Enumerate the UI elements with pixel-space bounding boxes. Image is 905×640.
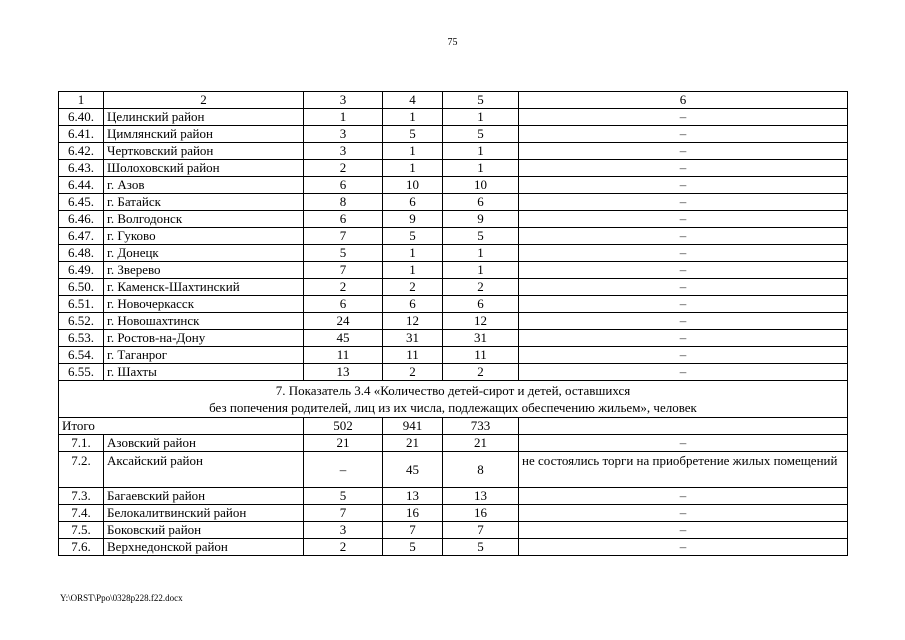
note-col6: – xyxy=(519,505,848,522)
table-row xyxy=(59,211,848,228)
value-col5: 12 xyxy=(443,313,519,330)
value-col5: 10 xyxy=(443,177,519,194)
value-col3: 45 xyxy=(304,330,383,347)
value-col5: 6 xyxy=(443,296,519,313)
value-col3: 3 xyxy=(304,143,383,160)
note-col6: – xyxy=(519,313,848,330)
table-row xyxy=(59,126,848,143)
value-col4: 5 xyxy=(383,228,443,245)
header-cell: 6 xyxy=(519,92,848,109)
header-row xyxy=(59,92,848,109)
value-col5: 1 xyxy=(443,143,519,160)
row-number: 6.53. xyxy=(59,330,104,347)
row-name: Аксайский район xyxy=(104,452,304,488)
row-number: 6.55. xyxy=(59,364,104,381)
value-col3: 6 xyxy=(304,211,383,228)
table-row xyxy=(59,452,848,488)
note-col6: – xyxy=(519,177,848,194)
table-row xyxy=(59,109,848,126)
value-col5: 7 xyxy=(443,522,519,539)
value-col4: 31 xyxy=(383,330,443,347)
value-col3: 7 xyxy=(304,505,383,522)
value-col3: 24 xyxy=(304,313,383,330)
value-col4: 1 xyxy=(383,245,443,262)
row-name: Верхнедонской район xyxy=(104,539,304,556)
value-col3: 21 xyxy=(304,435,383,452)
table-row xyxy=(59,488,848,505)
table-row xyxy=(59,505,848,522)
row-name: Чертковский район xyxy=(104,143,304,160)
header-cell: 2 xyxy=(104,92,304,109)
value-col4: 2 xyxy=(383,279,443,296)
row-number: 6.42. xyxy=(59,143,104,160)
note-col6: – xyxy=(519,211,848,228)
value-col4: 21 xyxy=(383,435,443,452)
value-col5: 6 xyxy=(443,194,519,211)
value-col4: 45 xyxy=(383,452,443,488)
value-col4: 6 xyxy=(383,296,443,313)
value-col5: 1 xyxy=(443,109,519,126)
row-name: г. Гуково xyxy=(104,228,304,245)
row-name: г. Новочеркасск xyxy=(104,296,304,313)
table-row xyxy=(59,296,848,313)
total-col5: 733 xyxy=(443,418,519,435)
value-col3: 8 xyxy=(304,194,383,211)
row-number: 6.44. xyxy=(59,177,104,194)
table-row xyxy=(59,194,848,211)
value-col4: 1 xyxy=(383,262,443,279)
row-name: г. Зверево xyxy=(104,262,304,279)
table-body xyxy=(59,92,848,556)
value-col3: – xyxy=(304,452,383,488)
row-name: Шолоховский район xyxy=(104,160,304,177)
header-cell: 4 xyxy=(383,92,443,109)
note-col6: – xyxy=(519,262,848,279)
value-col5: 31 xyxy=(443,330,519,347)
table-row xyxy=(59,539,848,556)
note-col6: – xyxy=(519,126,848,143)
table-row xyxy=(59,347,848,364)
value-col5: 2 xyxy=(443,279,519,296)
row-name: г. Азов xyxy=(104,177,304,194)
value-col3: 2 xyxy=(304,539,383,556)
value-col3: 2 xyxy=(304,279,383,296)
value-col3: 5 xyxy=(304,488,383,505)
value-col5: 5 xyxy=(443,126,519,143)
value-col3: 6 xyxy=(304,296,383,313)
row-name: г. Батайск xyxy=(104,194,304,211)
value-col4: 7 xyxy=(383,522,443,539)
value-col3: 3 xyxy=(304,522,383,539)
total-col3: 502 xyxy=(304,418,383,435)
note-col6: – xyxy=(519,522,848,539)
value-col4: 10 xyxy=(383,177,443,194)
value-col3: 1 xyxy=(304,109,383,126)
value-col4: 16 xyxy=(383,505,443,522)
value-col5: 11 xyxy=(443,347,519,364)
value-col5: 8 xyxy=(443,452,519,488)
value-col3: 7 xyxy=(304,262,383,279)
value-col3: 3 xyxy=(304,126,383,143)
value-col3: 11 xyxy=(304,347,383,364)
header-cell: 3 xyxy=(304,92,383,109)
value-col5: 1 xyxy=(443,245,519,262)
header-cell: 5 xyxy=(443,92,519,109)
value-col5: 1 xyxy=(443,262,519,279)
row-name: Багаевский район xyxy=(104,488,304,505)
row-number: 6.49. xyxy=(59,262,104,279)
row-number: 7.6. xyxy=(59,539,104,556)
value-col5: 13 xyxy=(443,488,519,505)
section-heading xyxy=(59,381,848,418)
row-number: 7.1. xyxy=(59,435,104,452)
row-number: 7.2. xyxy=(59,452,104,488)
page-number: 75 xyxy=(447,37,458,48)
note-col6: – xyxy=(519,364,848,381)
row-number: 7.4. xyxy=(59,505,104,522)
value-col3: 5 xyxy=(304,245,383,262)
value-col3: 7 xyxy=(304,228,383,245)
table-row xyxy=(59,364,848,381)
value-col5: 5 xyxy=(443,539,519,556)
value-col4: 5 xyxy=(383,539,443,556)
value-col4: 12 xyxy=(383,313,443,330)
value-col3: 13 xyxy=(304,364,383,381)
row-name: г. Каменск-Шахтинский xyxy=(104,279,304,296)
table-row xyxy=(59,313,848,330)
row-number: 6.52. xyxy=(59,313,104,330)
row-number: 6.48. xyxy=(59,245,104,262)
data-table xyxy=(58,91,848,556)
row-name: Целинский район xyxy=(104,109,304,126)
table-row xyxy=(59,228,848,245)
row-number: 6.46. xyxy=(59,211,104,228)
row-number: 7.3. xyxy=(59,488,104,505)
value-col3: 6 xyxy=(304,177,383,194)
section-heading-row xyxy=(59,381,848,418)
row-name: Цимлянский район xyxy=(104,126,304,143)
file-path-footer: Y:\ORST\Ppo\0328p228.f22.docx xyxy=(60,593,183,603)
section-heading-line1: 7. Показатель 3.4 «Количество детей-сирот и детей, оставшихся xyxy=(275,383,631,398)
row-number: 7.5. xyxy=(59,522,104,539)
value-col4: 11 xyxy=(383,347,443,364)
section-heading-line2: без попечения родителей, лиц из их числа, подлежащих обеспечению жильем», человек xyxy=(209,400,697,415)
row-name: г. Донецк xyxy=(104,245,304,262)
row-number: 6.45. xyxy=(59,194,104,211)
note-col6: – xyxy=(519,330,848,347)
value-col5: 1 xyxy=(443,160,519,177)
note-col6: – xyxy=(519,435,848,452)
row-name: Боковский район xyxy=(104,522,304,539)
value-col4: 1 xyxy=(383,143,443,160)
value-col5: 5 xyxy=(443,228,519,245)
table-row xyxy=(59,522,848,539)
table-row xyxy=(59,262,848,279)
row-name: г. Волгодонск xyxy=(104,211,304,228)
value-col4: 13 xyxy=(383,488,443,505)
value-col3: 2 xyxy=(304,160,383,177)
row-number: 6.51. xyxy=(59,296,104,313)
total-label: Итого xyxy=(59,418,304,435)
total-row xyxy=(59,418,848,435)
note-col6: – xyxy=(519,228,848,245)
value-col4: 1 xyxy=(383,109,443,126)
row-name: Азовский район xyxy=(104,435,304,452)
row-number: 6.54. xyxy=(59,347,104,364)
value-col5: 21 xyxy=(443,435,519,452)
note-col6: – xyxy=(519,109,848,126)
note-col6: – xyxy=(519,488,848,505)
table-row xyxy=(59,279,848,296)
row-number: 6.41. xyxy=(59,126,104,143)
note-col6: – xyxy=(519,160,848,177)
value-col4: 2 xyxy=(383,364,443,381)
value-col5: 16 xyxy=(443,505,519,522)
value-col5: 2 xyxy=(443,364,519,381)
row-number: 6.47. xyxy=(59,228,104,245)
total-col6 xyxy=(519,418,848,435)
row-name: г. Новошахтинск xyxy=(104,313,304,330)
table-row xyxy=(59,160,848,177)
header-cell: 1 xyxy=(59,92,104,109)
row-name: г. Таганрог xyxy=(104,347,304,364)
note-col6: – xyxy=(519,347,848,364)
value-col4: 5 xyxy=(383,126,443,143)
note-col6: не состоялись торги на приобретение жилых помещений xyxy=(519,452,848,488)
note-col6: – xyxy=(519,539,848,556)
table-row xyxy=(59,435,848,452)
row-number: 6.50. xyxy=(59,279,104,296)
row-name: Белокалитвинский район xyxy=(104,505,304,522)
row-number: 6.40. xyxy=(59,109,104,126)
table-row xyxy=(59,245,848,262)
row-number: 6.43. xyxy=(59,160,104,177)
row-name: г. Шахты xyxy=(104,364,304,381)
note-col6: – xyxy=(519,279,848,296)
value-col4: 9 xyxy=(383,211,443,228)
note-col6: – xyxy=(519,143,848,160)
row-name: г. Ростов-на-Дону xyxy=(104,330,304,347)
note-col6: – xyxy=(519,296,848,313)
value-col5: 9 xyxy=(443,211,519,228)
note-col6: – xyxy=(519,194,848,211)
note-col6: – xyxy=(519,245,848,262)
value-col4: 1 xyxy=(383,160,443,177)
value-col4: 6 xyxy=(383,194,443,211)
table-row xyxy=(59,177,848,194)
table-row xyxy=(59,330,848,347)
table-row xyxy=(59,143,848,160)
total-col4: 941 xyxy=(383,418,443,435)
